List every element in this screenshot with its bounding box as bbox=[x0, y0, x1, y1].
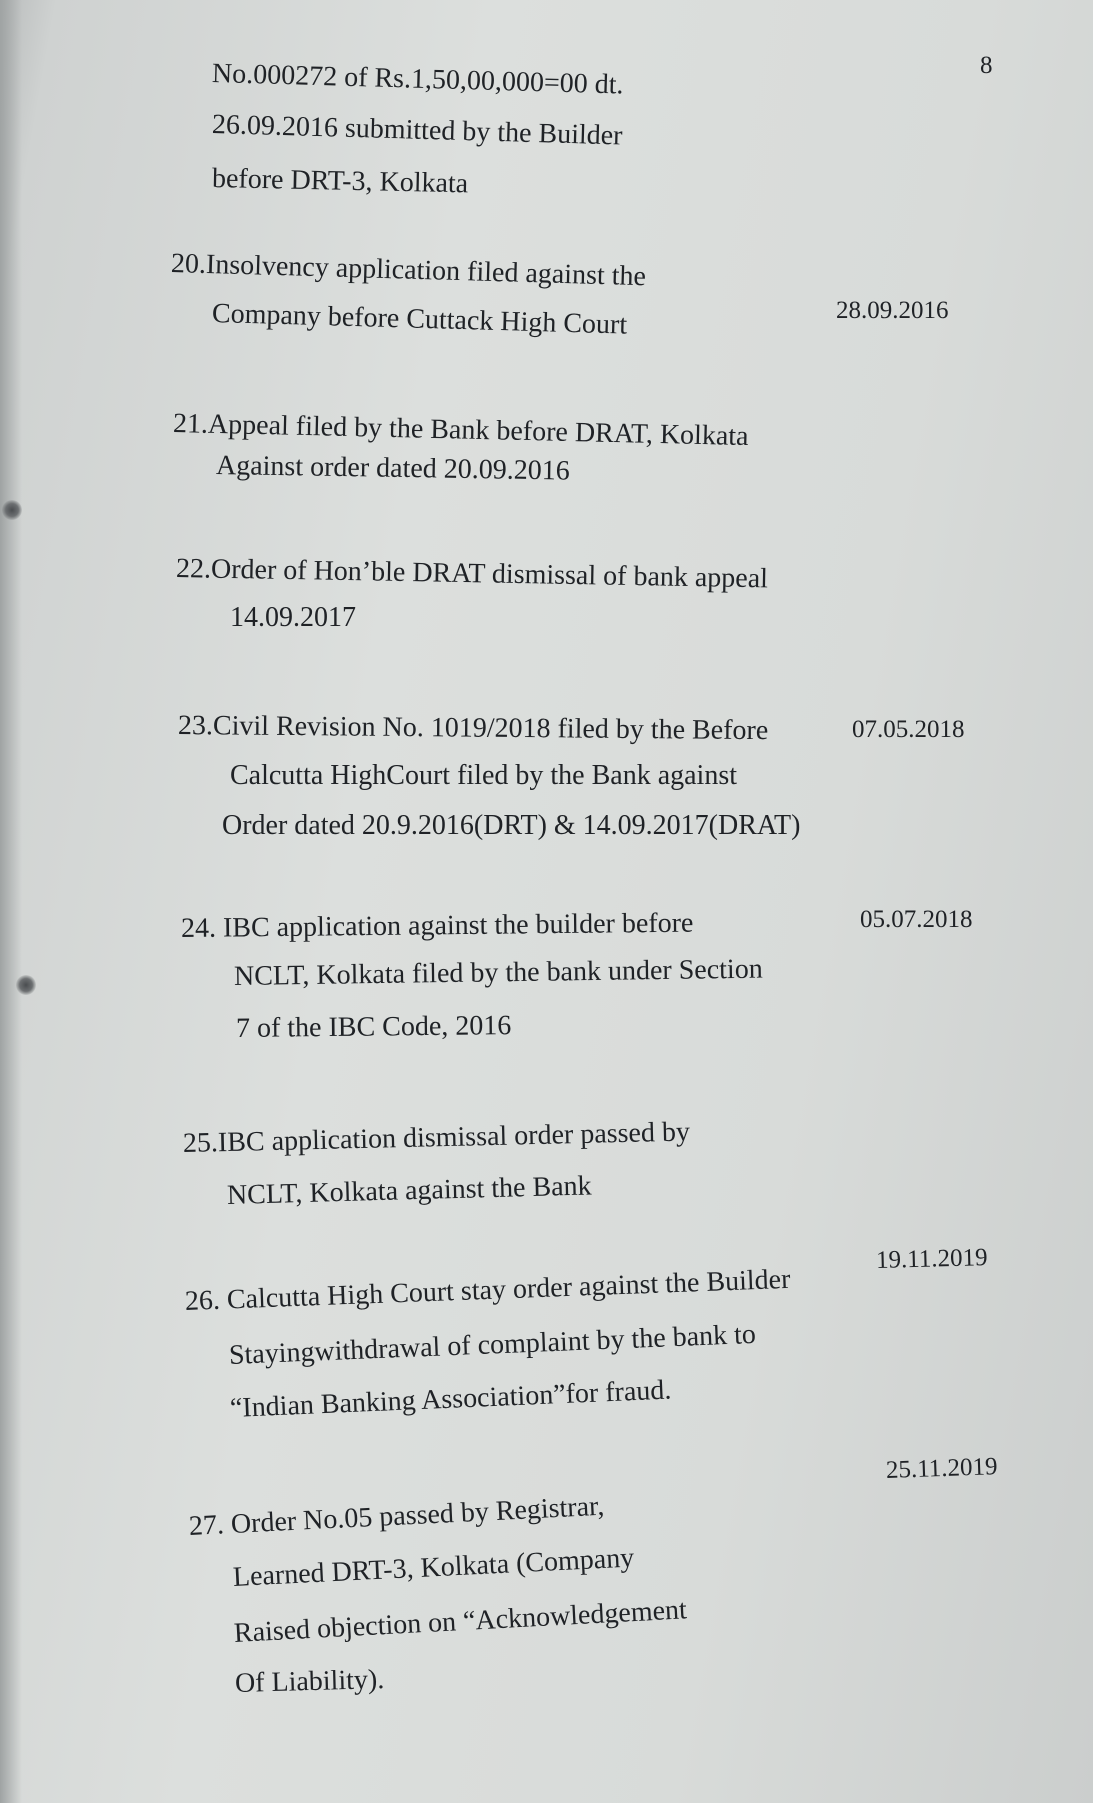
entry-line: NCLT, Kolkata against the Bank bbox=[226, 1170, 592, 1211]
entry-line: Company before Cuttack High Court bbox=[211, 298, 628, 341]
entry-date: 28.09.2016 bbox=[836, 297, 949, 324]
entry-date: 05.07.2018 bbox=[860, 906, 973, 933]
entry-line: Of Liability). bbox=[234, 1664, 385, 1699]
entry-date: 25.11.2019 bbox=[885, 1453, 998, 1484]
entry-date: 07.05.2018 bbox=[852, 716, 965, 743]
punch-hole-mark bbox=[16, 975, 36, 995]
entry-line: “Indian Banking Association”for fraud. bbox=[229, 1374, 672, 1424]
entry-line: 26. Calcutta High Court stay order against the Builder bbox=[184, 1263, 791, 1317]
page-number: 8 bbox=[980, 52, 993, 79]
entry-line: 7 of the IBC Code, 2016 bbox=[235, 1010, 512, 1044]
entry-line: Raised objection on “Acknowledgement bbox=[233, 1594, 688, 1649]
entry-line: Order dated 20.9.2016(DRT) & 14.09.2017(DRAT) bbox=[222, 810, 801, 841]
entry-line: 21.Appeal filed by the Bank before DRAT, Kolkata bbox=[172, 408, 749, 453]
entry-line: 25.IBC application dismissal order passed by bbox=[182, 1116, 691, 1159]
punch-hole-mark bbox=[2, 500, 22, 520]
entry-line: No.000272 of Rs.1,50,00,000=00 dt. bbox=[211, 58, 624, 101]
entry-line: 23.Civil Revision No. 1019/2018 filed by the Before bbox=[177, 710, 769, 747]
entry-line: NCLT, Kolkata filed by the bank under Section bbox=[233, 953, 763, 992]
entry-line: 20.Insolvency application filed against the bbox=[170, 248, 647, 293]
entry-line: 14.09.2017 bbox=[230, 602, 356, 633]
entry-line: Learned DRT-3, Kolkata (Company bbox=[232, 1542, 635, 1593]
entry-line: 22.Order of Hon’ble DRAT dismissal of bank appeal bbox=[175, 553, 769, 595]
entry-line: 24. IBC application against the builder before bbox=[180, 907, 694, 944]
entry-line: before DRT-3, Kolkata bbox=[211, 163, 469, 200]
entry-line: 26.09.2016 submitted by the Builder bbox=[211, 109, 623, 152]
page-edge-shadow bbox=[0, 0, 22, 1803]
entry-line: Against order dated 20.09.2016 bbox=[215, 450, 571, 487]
entry-line: Calcutta HighCourt filed by the Bank against bbox=[230, 760, 738, 791]
entry-date: 19.11.2019 bbox=[875, 1244, 988, 1274]
entry-line: Stayingwithdrawal of complaint by the bank to bbox=[228, 1318, 757, 1371]
entry-line: 27. Order No.05 passed by Registrar, bbox=[188, 1490, 605, 1542]
